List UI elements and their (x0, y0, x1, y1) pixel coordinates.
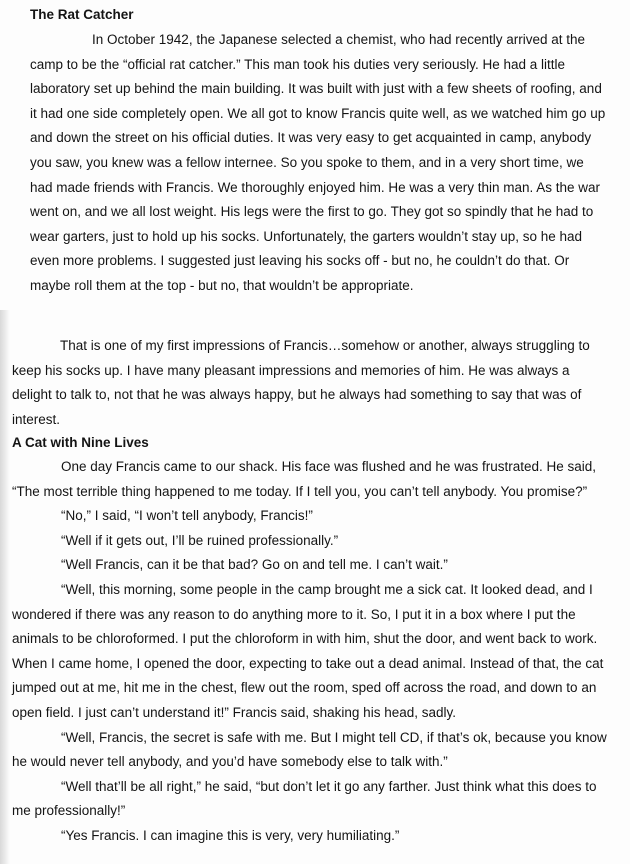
scan-shadow (0, 310, 10, 864)
section-cat-nine-lives (12, 455, 608, 849)
section-rat-catcher (30, 28, 608, 299)
paragraph: “Well if it gets out, I’ll be ruined professionally.” (61, 532, 339, 548)
paragraph-impressions: That is one of my first impressions of Francis…somehow or another, always struggling to keep his socks up. I have many pleasant impressions and memories of him. He was always a delight to talk to, not that he was always happy, but he always had something to say that was of interest. (12, 338, 590, 427)
paragraph: “Well Francis, can it be that bad? Go on and tell me. I can’t wait.” (61, 557, 448, 573)
paragraph: “Yes Francis. I can imagine this is very, very humiliating.” (61, 827, 400, 843)
paragraph: “Well, this morning, some people in the camp brought me a sick cat. It looked dead, and I wondered if there was any reason to do anything more to it. So, I put it in a box where I put the animals to be chloroformed. I put the chloroform in with him, shut the door, and went back to work. When I came home, I opened the door, expecting to take out a dead animal. Instead of that, the cat jumped out at me, hit me in the chest, flew out the room, sped off across the road, and down to an open field. I just can’t understand it!” Francis said, shaking his head, sadly. (12, 581, 604, 720)
heading-cat-nine-lives: A Cat with Nine Lives (12, 435, 149, 450)
paragraph: “Well, Francis, the secret is safe with me. But I might tell CD, if that’s ok, because you know he would never tell anybody, and you’d have somebody else to talk with.” (12, 729, 607, 770)
section-impressions (12, 334, 608, 432)
heading-rat-catcher: The Rat Catcher (30, 7, 134, 22)
paragraph: “No,” I said, “I won’t tell anybody, Francis!” (61, 508, 313, 524)
paragraph-rat-catcher: In October 1942, the Japanese selected a chemist, who had recently arrived at the camp to be the “official rat catcher.” This man took his duties very seriously. He had a little laboratory set up behind the main building. It was built with just with a few sheets of roofing, and it had one side completely open. We all got to know Francis quite well, as we watched him go up and down the street on his official duties. It was very easy to get acquainted in camp, anybody you saw, you knew was a fellow internee. So you spoke to them, and in a very short time, we had made friends with Francis. We thoroughly enjoyed him. He was a very thin man. As the war went on, and we all lost weight. His legs were the first to go. They got so spindly that he had to wear garters, just to hold up his socks. Unfortunately, the garters wouldn’t stay up, so he had even more problems. I suggested just leaving his socks off - but no, he couldn’t do that. Or maybe roll them at the top - but no, that wouldn’t be appropriate. (30, 32, 606, 293)
paragraph: “Well that’ll be all right,” he said, “but don’t let it go any farther. Just think what this does to me professionally!” (12, 778, 597, 819)
paragraph: One day Francis came to our shack. His face was flushed and he was frustrated. He said, “The most terrible thing happened to me today. If I tell you, you can’t tell anybody. You promise?” (12, 459, 597, 499)
